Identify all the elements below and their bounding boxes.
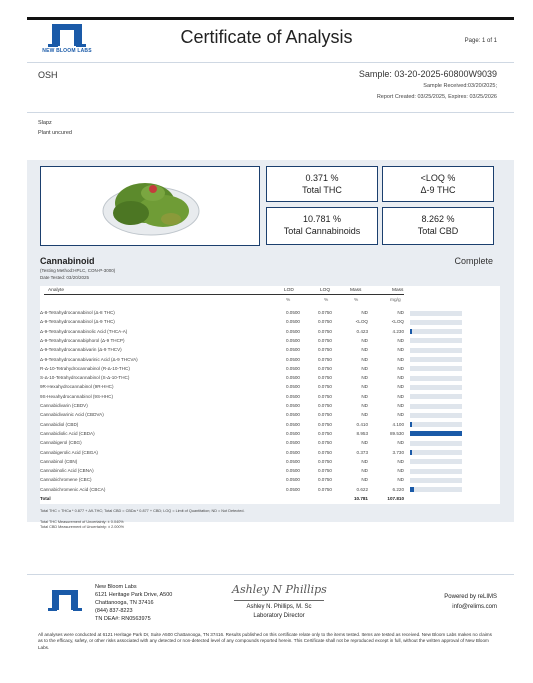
analyte-name: Cannabidiol (CBD) <box>40 421 79 427</box>
lab-license: TN DEA#: RN0563975 <box>95 616 151 622</box>
mass-pct-value: ND <box>361 393 368 399</box>
total-cannabinoids-card <box>266 207 378 245</box>
result-bar-track <box>410 366 462 371</box>
result-bar-track <box>410 487 462 492</box>
sample-received: Sample Received:03/20/2025; <box>423 83 497 89</box>
testing-method: (Testing Method:HPLC, CON-P-3000) <box>40 268 116 273</box>
footer-logo <box>40 588 90 618</box>
mass-pct-value: ND <box>361 384 368 390</box>
mass-pct-value: ND <box>361 403 368 408</box>
unit-loq: % <box>324 298 329 303</box>
analyte-name: Δ-9-Tetrahydrocannabivarinic Acid (Δ-9 THCVA) <box>40 356 138 362</box>
product-type: Plant uncured <box>38 130 72 136</box>
loq-value: 0.0750 <box>317 375 332 381</box>
result-bar-track <box>410 441 462 446</box>
lab-address2: Chattanooga, TN 37416 <box>95 600 154 606</box>
loq-value: 0.0750 <box>317 412 332 418</box>
total-thc-value: 0.371 % <box>305 173 339 183</box>
mass-pct-value: ND <box>361 365 368 371</box>
analyte-name: Cannabigerolic Acid (CBGA) <box>40 449 98 455</box>
signer-name: Ashley N. Phillips, M. Sc <box>246 604 312 610</box>
top-rule <box>27 17 514 20</box>
client-name: OSH <box>38 70 58 80</box>
result-bar-track <box>410 376 462 381</box>
result-bar <box>410 431 462 436</box>
result-bar-track <box>410 450 462 455</box>
signer-title: Laboratory Director <box>253 613 305 619</box>
total-pct-value: 10.781 <box>353 496 368 501</box>
lod-value: 0.0500 <box>285 403 300 408</box>
result-bar-track <box>410 394 462 399</box>
d9-thc-label: Δ-9 THC <box>420 185 456 195</box>
page-number: Page: 1 of 1 <box>464 38 497 44</box>
analyte-name: Cannabidiolic Acid (CBDA) <box>40 430 95 436</box>
analyte-name: Cannabinol (CBN) <box>40 458 78 464</box>
col-header-mass-mg: Mass <box>392 288 404 293</box>
lod-value: 0.0500 <box>285 365 300 371</box>
mass-pct-value: ND <box>361 347 368 353</box>
sample-id: Sample: 03-20-2025-60800W9039 <box>358 69 497 79</box>
mass-pct-value: ND <box>361 477 368 483</box>
analyte-name: Cannabichromene (CBC) <box>40 477 92 483</box>
lod-value: 0.0500 <box>285 477 300 483</box>
status-label: Complete <box>454 256 493 266</box>
loq-value: 0.0750 <box>317 430 332 436</box>
analyte-name: Δ-9-Tetrahydrocannabivarin (Δ-9 THCV) <box>40 347 122 353</box>
d9-thc-card <box>382 166 494 202</box>
result-bar-track <box>410 404 462 409</box>
contact-email[interactable]: info@relims.com <box>452 604 497 610</box>
lab-name: New Bloom Labs <box>95 584 137 590</box>
product-photo <box>40 166 260 246</box>
result-bar <box>410 329 412 334</box>
date-tested: Date Tested: 03/20/2025 <box>40 275 89 280</box>
loq-value: 0.0750 <box>317 356 332 362</box>
unit-pct: % <box>354 298 359 303</box>
analyte-name: Δ-8-Tetrahydrocannabinol (Δ-8 THC) <box>40 310 115 315</box>
result-bar-track <box>410 478 462 483</box>
loq-value: 0.0750 <box>317 486 332 492</box>
analyte-name: Cannabidivarinic Acid (CBDVA) <box>40 412 104 418</box>
total-thc-label: Total THC <box>302 185 342 195</box>
loq-value: 0.0750 <box>317 403 332 408</box>
mass-mg-value: <LOQ <box>391 319 404 325</box>
col-header-loq: LOQ <box>320 288 331 293</box>
lod-value: 0.0500 <box>285 375 300 381</box>
lod-value: 0.0500 <box>285 356 300 362</box>
mass-pct-value: ND <box>361 458 368 464</box>
mass-mg-value: ND <box>397 403 404 408</box>
unit-lod: % <box>286 298 291 303</box>
mass-mg-value: ND <box>397 375 404 381</box>
total-cbd-card <box>382 207 494 245</box>
mass-mg-value: ND <box>397 440 404 446</box>
lab-phone: (844) 837-8223 <box>95 608 133 614</box>
lod-value: 0.0500 <box>285 384 300 390</box>
analyte-name: Δ-9-Tetrahydrocannabiphorol (Δ-9 THCP) <box>40 337 125 343</box>
analyte-name: Cannabidivarin (CBDV) <box>40 403 88 408</box>
sample-image <box>41 167 258 244</box>
analyte-name: R-Δ-10-Tetrahydrocannabinol (R-Δ-10-THC) <box>40 365 130 371</box>
lod-value: 0.0500 <box>285 421 300 427</box>
result-bar-track <box>410 459 462 464</box>
loq-value: 0.0750 <box>317 440 332 446</box>
result-bar-track <box>410 329 462 334</box>
result-bar <box>410 422 412 427</box>
lod-value: 0.0500 <box>285 347 300 353</box>
total-cannabinoids-value: 10.781 % <box>302 214 342 224</box>
loq-value: 0.0750 <box>317 477 332 483</box>
lod-value: 0.0500 <box>285 393 300 399</box>
mass-mg-value: 3.730 <box>392 449 404 455</box>
result-bar-track <box>410 469 462 474</box>
loq-value: 0.0750 <box>317 458 332 464</box>
mass-pct-value: 0.622 <box>356 486 368 492</box>
mass-mg-value: ND <box>397 458 404 464</box>
mass-mg-value: ND <box>397 412 404 418</box>
mass-mg-value: 4.100 <box>392 421 404 427</box>
result-bar-track <box>410 311 462 316</box>
report-dates: Report Created: 03/25/2025, Expires: 03/25/2026 <box>376 94 497 100</box>
lod-value: 0.0500 <box>285 486 300 492</box>
divider <box>27 112 514 113</box>
col-header-mass-pct: Mass <box>350 288 362 293</box>
loq-value: 0.0750 <box>317 421 332 427</box>
lod-value: 0.0500 <box>285 412 300 418</box>
mass-pct-value: ND <box>361 356 368 362</box>
result-bar-track <box>410 357 462 362</box>
header-rule <box>44 294 404 295</box>
analyte-name: Δ-9-Tetrahydrocannabinol (Δ-9 THC) <box>40 319 115 325</box>
logo-text: NEW BLOOM LABS <box>42 48 92 54</box>
mass-pct-value: <LOQ <box>355 319 368 325</box>
mass-pct-value: ND <box>361 375 368 381</box>
result-bar-track <box>410 422 462 427</box>
loq-value: 0.0750 <box>317 384 332 390</box>
mass-mg-value: ND <box>397 347 404 353</box>
result-bar-track <box>410 385 462 390</box>
lod-value: 0.0500 <box>285 319 300 325</box>
product-name: Slapz <box>38 120 52 126</box>
section-title: Cannabinoid <box>40 256 95 266</box>
mass-mg-value: 6.220 <box>392 486 404 492</box>
mass-mg-value: ND <box>397 356 404 362</box>
unit-mg: mg/g <box>390 298 401 303</box>
analyte-name: Δ-9-Tetrahydrocannabinolic Acid (THCA-A) <box>40 328 128 334</box>
analyte-name: S-Δ-10-Tetrahydrocannabinol (S-Δ-10-THC) <box>40 375 130 381</box>
mass-mg-value: 89.530 <box>389 430 404 436</box>
divider <box>27 574 514 575</box>
loq-value: 0.0750 <box>317 310 332 315</box>
lod-value: 0.0500 <box>285 468 300 474</box>
page-title: Certificate of Analysis <box>180 27 353 47</box>
analyte-name: Cannabinolic Acid (CBNA) <box>40 468 94 474</box>
analyte-name: 9R-Hexahydrocannabinol (9R-HHC) <box>40 384 114 390</box>
lod-value: 0.0500 <box>285 328 300 334</box>
loq-value: 0.0750 <box>317 468 332 474</box>
disclaimer: All analyses were conducted at 6121 Heritage Park Dr, Suite A500 Chattanooga, TN 37416. Results published on this certificate relate only to the items tested. Items are tested as received. New Bloom Labs makes no claims as to the efficacy, safety, or other risks associated with any detected or non-detected level of any compounds reported herein. This Certificate shall not be reproduced except in full, without the written approval of New Bloom Labs. <box>38 632 492 650</box>
lod-value: 0.0500 <box>285 337 300 343</box>
mass-pct-value: ND <box>361 440 368 446</box>
total-label: Total <box>40 496 51 501</box>
loq-value: 0.0750 <box>317 328 332 334</box>
lod-value: 0.0500 <box>285 430 300 436</box>
total-thc-card <box>266 166 378 202</box>
mass-mg-value: ND <box>397 393 404 399</box>
result-bar-track <box>410 348 462 353</box>
mass-mg-value: ND <box>397 365 404 371</box>
table-footnote: Total THC = THCa * 0.877 + Δ9-THC; Total CBD = CBDa * 0.877 + CBD; LOQ = Limit of Quantitation; ND = Not Detected. <box>40 509 245 513</box>
col-header-lod: LOD <box>284 288 294 293</box>
mass-pct-value: ND <box>361 468 368 474</box>
lod-value: 0.0500 <box>285 440 300 446</box>
d9-thc-value: <LOQ % <box>420 173 456 183</box>
loq-value: 0.0750 <box>317 337 332 343</box>
mass-mg-value: ND <box>397 310 404 315</box>
uncertainty-cbd: Total CBD Measurement of Uncertainty: ± 2.000% <box>40 525 124 529</box>
mass-pct-value: ND <box>361 412 368 418</box>
divider <box>27 62 514 63</box>
analyte-name: 9S-Hexahydrocannabinol (9S-HHC) <box>40 393 114 399</box>
result-bar-track <box>410 320 462 325</box>
lod-value: 0.0500 <box>285 449 300 455</box>
powered-by: Powered by reLIMS <box>444 594 497 600</box>
total-cbd-value: 8.262 % <box>421 214 455 224</box>
lod-value: 0.0500 <box>285 458 300 464</box>
result-bar <box>410 450 412 455</box>
result-bar-track <box>410 413 462 418</box>
uncertainty-thc: Total THC Measurement of Uncertainty: ± 0.040% <box>40 520 124 524</box>
result-bar <box>410 487 414 492</box>
mass-pct-value: 8.953 <box>356 430 368 436</box>
signature: Ashley N Phillips <box>232 583 327 596</box>
mass-pct-value: ND <box>361 337 368 343</box>
result-bar-track <box>410 338 462 343</box>
loq-value: 0.0750 <box>317 347 332 353</box>
mass-mg-value: ND <box>397 477 404 483</box>
loq-value: 0.0750 <box>317 365 332 371</box>
total-cbd-label: Total CBD <box>417 226 459 236</box>
mass-pct-value: ND <box>361 310 368 315</box>
mass-pct-value: 0.410 <box>356 421 368 427</box>
mass-pct-value: 0.373 <box>356 449 368 455</box>
total-mg-value: 107.810 <box>387 496 404 501</box>
loq-value: 0.0750 <box>317 393 332 399</box>
signature-line <box>234 600 324 601</box>
col-header-analyte: Analyte <box>48 288 64 293</box>
loq-value: 0.0750 <box>317 319 332 325</box>
analyte-name: Cannabigerol (CBG) <box>40 440 82 446</box>
lod-value: 0.0500 <box>285 310 300 315</box>
mass-mg-value: ND <box>397 384 404 390</box>
mass-mg-value: ND <box>397 337 404 343</box>
lab-address1: 6121 Heritage Park Drive, A500 <box>95 592 173 598</box>
analyte-name: Cannabichromenic Acid (CBCA) <box>40 486 106 492</box>
mass-pct-value: 0.423 <box>356 328 368 334</box>
total-cannabinoids-label: Total Cannabinoids <box>283 226 361 236</box>
loq-value: 0.0750 <box>317 449 332 455</box>
mass-mg-value: 4.230 <box>392 328 404 334</box>
mass-mg-value: ND <box>397 468 404 474</box>
